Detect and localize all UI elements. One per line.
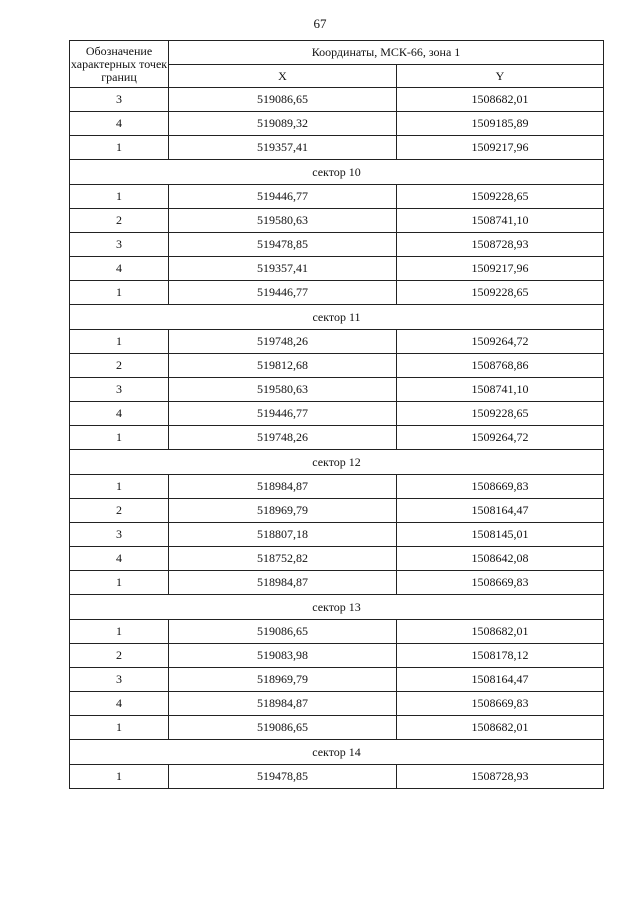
y-coordinate-cell: 1508682,01	[397, 620, 604, 644]
table-row	[70, 354, 604, 378]
y-coordinate-cell: 1508741,10	[397, 378, 604, 402]
x-coordinate-cell: 519083,98	[169, 644, 397, 668]
x-coordinate-cell: 518807,18	[169, 523, 397, 547]
sector-label: сектор 13	[70, 595, 604, 620]
x-coordinate-cell: 519446,77	[169, 185, 397, 209]
table-row	[70, 644, 604, 668]
table-row	[70, 209, 604, 233]
coordinates-table	[69, 40, 604, 789]
x-coordinate-cell: 518969,79	[169, 499, 397, 523]
table-row	[70, 475, 604, 499]
x-coordinate-cell: 519446,77	[169, 402, 397, 426]
point-cell: 4	[70, 692, 169, 716]
point-cell: 2	[70, 644, 169, 668]
point-cell: 1	[70, 716, 169, 740]
x-coordinate-cell: 519748,26	[169, 426, 397, 450]
table-row	[70, 571, 604, 595]
table-row	[70, 378, 604, 402]
y-coordinate-cell: 1509185,89	[397, 112, 604, 136]
y-coordinate-cell: 1509264,72	[397, 330, 604, 354]
point-cell: 2	[70, 209, 169, 233]
point-cell: 4	[70, 257, 169, 281]
y-coordinate-cell: 1509264,72	[397, 426, 604, 450]
table-row	[70, 330, 604, 354]
table-row	[70, 112, 604, 136]
table-row	[70, 88, 604, 112]
page-number: 67	[313, 16, 327, 31]
y-coordinate-cell: 1508682,01	[397, 88, 604, 112]
table-row	[70, 233, 604, 257]
table-row	[70, 281, 604, 305]
table-row	[70, 765, 604, 789]
table-header	[70, 41, 604, 88]
sector-row	[70, 740, 604, 765]
sector-label: сектор 11	[70, 305, 604, 330]
x-coordinate-cell: 519478,85	[169, 765, 397, 789]
x-coordinate-cell: 518984,87	[169, 475, 397, 499]
header-row-main	[70, 41, 604, 65]
table-row	[70, 692, 604, 716]
x-coordinate-cell: 519446,77	[169, 281, 397, 305]
point-cell: 1	[70, 571, 169, 595]
point-cell: 3	[70, 378, 169, 402]
y-coordinate-cell: 1508178,12	[397, 644, 604, 668]
point-cell: 2	[70, 499, 169, 523]
y-coordinate-cell: 1508741,10	[397, 209, 604, 233]
point-cell: 2	[70, 354, 169, 378]
point-cell: 1	[70, 620, 169, 644]
y-coordinate-cell: 1508145,01	[397, 523, 604, 547]
y-coordinate-cell: 1508768,86	[397, 354, 604, 378]
x-coordinate-cell: 519357,41	[169, 257, 397, 281]
point-cell: 1	[70, 330, 169, 354]
x-coordinate-cell: 518969,79	[169, 668, 397, 692]
sector-label: сектор 14	[70, 740, 604, 765]
sector-row	[70, 595, 604, 620]
table-row	[70, 547, 604, 571]
table-row	[70, 499, 604, 523]
x-coordinate-cell: 519089,32	[169, 112, 397, 136]
y-coordinate-cell: 1508682,01	[397, 716, 604, 740]
x-coordinate-cell: 519086,65	[169, 620, 397, 644]
x-coordinate-cell: 519748,26	[169, 330, 397, 354]
table-body	[70, 88, 604, 789]
point-cell: 4	[70, 402, 169, 426]
x-coordinate-cell: 519086,65	[169, 716, 397, 740]
point-cell: 1	[70, 281, 169, 305]
x-coordinate-cell: 519478,85	[169, 233, 397, 257]
y-coordinate-cell: 1509217,96	[397, 136, 604, 160]
sector-row	[70, 450, 604, 475]
table-row	[70, 620, 604, 644]
sector-row	[70, 305, 604, 330]
table-row	[70, 523, 604, 547]
x-coordinate-cell: 519357,41	[169, 136, 397, 160]
table-row	[70, 402, 604, 426]
y-coordinate-cell: 1508164,47	[397, 668, 604, 692]
y-coordinate-cell: 1509228,65	[397, 281, 604, 305]
y-coordinate-cell: 1509228,65	[397, 185, 604, 209]
y-column-header: Y	[397, 65, 604, 88]
x-coordinate-cell: 518752,82	[169, 547, 397, 571]
sector-label: сектор 12	[70, 450, 604, 475]
table-row	[70, 668, 604, 692]
x-coordinate-cell: 519580,63	[169, 209, 397, 233]
point-cell: 3	[70, 233, 169, 257]
x-coordinate-cell: 519580,63	[169, 378, 397, 402]
x-column-header: X	[169, 65, 397, 88]
point-cell: 3	[70, 88, 169, 112]
point-cell: 1	[70, 185, 169, 209]
point-cell: 1	[70, 426, 169, 450]
point-column-header: Обозначение характерных точек границ	[70, 41, 169, 88]
sector-label: сектор 10	[70, 160, 604, 185]
x-coordinate-cell: 519086,65	[169, 88, 397, 112]
table-row	[70, 716, 604, 740]
x-coordinate-cell: 518984,87	[169, 571, 397, 595]
x-coordinate-cell: 518984,87	[169, 692, 397, 716]
x-coordinate-cell: 519812,68	[169, 354, 397, 378]
point-cell: 1	[70, 136, 169, 160]
y-coordinate-cell: 1508669,83	[397, 571, 604, 595]
point-cell: 4	[70, 547, 169, 571]
coordinates-title: Координаты, МСК-66, зона 1	[169, 41, 604, 65]
y-coordinate-cell: 1508728,93	[397, 233, 604, 257]
point-cell: 3	[70, 523, 169, 547]
table-row	[70, 257, 604, 281]
point-cell: 1	[70, 765, 169, 789]
point-cell: 4	[70, 112, 169, 136]
y-coordinate-cell: 1508669,83	[397, 475, 604, 499]
y-coordinate-cell: 1508164,47	[397, 499, 604, 523]
y-coordinate-cell: 1508642,08	[397, 547, 604, 571]
point-cell: 3	[70, 668, 169, 692]
table-row	[70, 426, 604, 450]
table-row	[70, 185, 604, 209]
y-coordinate-cell: 1509217,96	[397, 257, 604, 281]
y-coordinate-cell: 1509228,65	[397, 402, 604, 426]
table-row	[70, 136, 604, 160]
point-cell: 1	[70, 475, 169, 499]
y-coordinate-cell: 1508669,83	[397, 692, 604, 716]
y-coordinate-cell: 1508728,93	[397, 765, 604, 789]
sector-row	[70, 160, 604, 185]
